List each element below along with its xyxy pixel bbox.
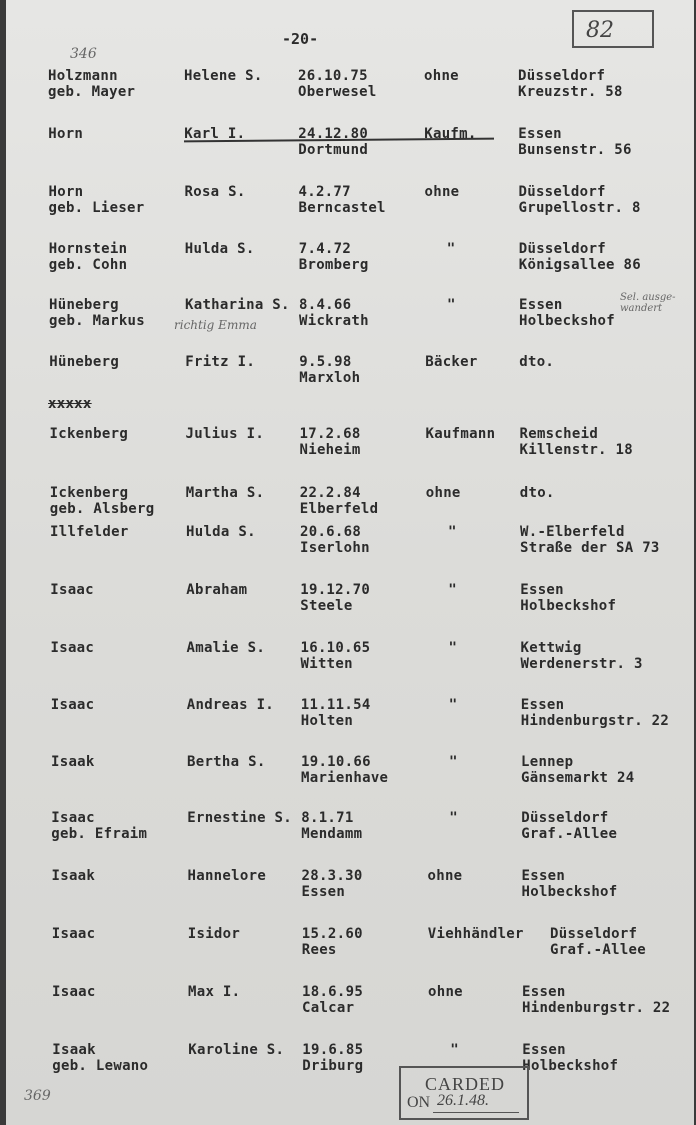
entry-given: Julius I. (185, 426, 265, 442)
entry-surname2: geb. Mayer (48, 84, 136, 100)
entry-date: 7.4.72 (298, 241, 352, 257)
entry-city: Düsseldorf (518, 68, 606, 84)
folio-number-box: 82 (572, 10, 654, 48)
entry-city: W.-Elberfeld (520, 524, 625, 540)
handwritten-number-bottom: 369 (24, 1088, 51, 1104)
entry-street: Hindenburgstr. 22 (522, 1000, 671, 1016)
entry-place: Holten (300, 713, 354, 729)
entry-date: 22.2.84 (299, 485, 361, 501)
entry-surname: Horn (48, 184, 84, 200)
entry-city: Essen (519, 297, 563, 313)
entry-occupation: ohne (425, 485, 461, 501)
entry-occupation: " (448, 697, 458, 713)
entry-occupation: " (446, 241, 456, 257)
entry-surname: Isaac (51, 926, 96, 942)
entry-occupation: " (448, 582, 457, 598)
entry-surname: Isaac (51, 810, 95, 826)
page-number: -20- (282, 30, 319, 48)
entry-surname2: geb. Cohn (48, 257, 128, 273)
entry-surname: Isaac (50, 582, 94, 598)
entry-date: 15.2.60 (301, 926, 363, 942)
handwritten-correction: richtig Emma (174, 318, 257, 332)
entry-surname2: geb. Markus (49, 313, 146, 329)
entry-place: Wickrath (299, 313, 369, 329)
entry-city: Essen (522, 1042, 566, 1058)
entry-city: dto. (519, 354, 555, 370)
entry-city: Essen (520, 697, 565, 713)
entry-occupation: Viehhändler (427, 926, 524, 942)
entry-surname: Illfelder (50, 524, 129, 540)
entry-given: Bertha S. (187, 754, 266, 770)
entry-date: 11.11.54 (300, 697, 371, 713)
entry-street: Holbeckshof (522, 1058, 619, 1074)
entry-city: Essen (518, 126, 562, 142)
entry-place: Oberwesel (298, 84, 377, 100)
entry-given: Rosa S. (184, 184, 246, 200)
carded-stamp (399, 1066, 529, 1120)
entry-given: Karoline S. (188, 1042, 285, 1058)
entry-surname: Isaak (51, 868, 96, 884)
entry-street: Hindenburgstr. 22 (520, 713, 670, 729)
entry-city: Düsseldorf (518, 241, 607, 257)
entry-given: Abraham (186, 582, 248, 598)
entry-date: 17.2.68 (299, 426, 361, 442)
entry-place: Rees (301, 942, 337, 958)
entry-surname2: geb. Lieser (48, 200, 145, 216)
entry-occupation: " (449, 754, 458, 770)
entry-occupation: " (449, 810, 458, 826)
stamp-date: 26.1.48. (437, 1092, 489, 1109)
entry-street: Graf.-Allee (521, 826, 618, 842)
entry-given: Hulda S. (184, 241, 255, 257)
entry-street: Holbeckshof (520, 598, 617, 614)
entry-occupation: Kaufmann (425, 426, 496, 442)
entry-date: 8.1.71 (301, 810, 354, 826)
stamp-underline (433, 1112, 519, 1113)
entry-date: 8.4.66 (299, 297, 352, 313)
entry-given: Katharina S. (185, 297, 290, 313)
entry-street: Holbeckshof (519, 313, 616, 329)
entry-surname: Hüneberg (49, 297, 119, 313)
entry-given: Ernestine S. (187, 810, 292, 826)
entry-given: Helene S. (184, 68, 263, 84)
entry-surname2: geb. Lewano (52, 1058, 149, 1074)
entry-date: 26.10.75 (298, 68, 368, 84)
entry-place: Iserlohn (300, 540, 370, 556)
entry-occupation: " (450, 1042, 459, 1058)
entry-occupation: ohne (427, 868, 463, 884)
entry-street: Werdenerstr. 3 (520, 656, 643, 672)
entry-place: Marienhave (301, 770, 389, 786)
entry-date: 24.12.80 (298, 126, 369, 142)
entry-street: Königsallee 86 (518, 257, 641, 273)
entry-street: Gänsemarkt 24 (521, 770, 635, 786)
entry-given: Isidor (187, 926, 241, 942)
document-page (6, 0, 694, 1125)
entry-date: 4.2.77 (298, 184, 351, 200)
entry-given: Fritz I. (185, 354, 256, 370)
entry-place: Marxloh (299, 370, 361, 386)
entry-place: Elberfeld (299, 501, 379, 517)
entry-city: Remscheid (519, 426, 599, 442)
entry-given: Max I. (188, 984, 241, 1000)
entry-occupation: Bäcker (425, 354, 478, 370)
entry-surname: Hüneberg (49, 354, 120, 370)
entry-city: Düsseldorf (550, 926, 638, 942)
entry-city: Düsseldorf (518, 184, 606, 200)
entry-surname: Isaak (52, 1042, 96, 1058)
entry-given: Hannelore (187, 868, 267, 884)
entry-street: Bunsenstr. 56 (518, 142, 632, 158)
entry-place: Mendamm (301, 826, 363, 842)
stamp-on: ON (407, 1094, 431, 1111)
entry-place: Dortmund (298, 142, 369, 158)
entry-occupation: " (448, 640, 458, 656)
entry-surname: Isaac (50, 640, 95, 656)
entry-city: Essen (522, 984, 566, 1000)
entry-city: Düsseldorf (521, 810, 609, 826)
entry-surname: Ickenberg (49, 485, 129, 501)
entry-street: Kreuzstr. 58 (518, 84, 623, 100)
entry-date: 18.6.95 (302, 984, 364, 1000)
entry-surname2: geb. Efraim (51, 826, 148, 842)
entry-given: Karl I. (184, 126, 246, 142)
handwritten-number-top: 346 (70, 46, 97, 62)
entry-city: dto. (519, 485, 555, 501)
entry-street: Graf.-Allee (550, 942, 647, 958)
entry-surname: Isaac (52, 984, 96, 1000)
entry-date: 19.6.85 (302, 1042, 364, 1058)
entry-given: Martha S. (185, 485, 265, 501)
entry-place: Berncastel (298, 200, 386, 216)
stamp-label: CARDED (425, 1074, 506, 1094)
entry-date: 19.12.70 (300, 582, 371, 598)
entry-place: Steele (300, 598, 353, 614)
struck-out-text: xxxxx (48, 396, 92, 412)
entry-city: Essen (520, 582, 564, 598)
entry-occupation: " (448, 524, 457, 540)
entry-surname2: geb. Alsberg (49, 501, 155, 517)
entry-street: Killenstr. 18 (519, 442, 633, 458)
entry-city: Kettwig (520, 640, 582, 656)
entry-surname: Ickenberg (49, 426, 129, 442)
entry-city: Lennep (521, 754, 574, 770)
entry-surname: Hornstein (48, 241, 128, 257)
entry-date: 9.5.98 (299, 354, 352, 370)
entry-city: Essen (521, 868, 566, 884)
entry-occupation: " (447, 297, 456, 313)
entry-surname: Holzmann (48, 68, 118, 84)
entry-place: Nieheim (299, 442, 361, 458)
entry-given: Amalie S. (186, 640, 266, 656)
entry-surname: Horn (48, 126, 84, 142)
entry-given: Hulda S. (186, 524, 256, 540)
entry-occupation: Kaufm. (424, 126, 477, 142)
entry-date: 16.10.65 (300, 640, 371, 656)
entry-surname: Isaak (51, 754, 95, 770)
entry-occupation: ohne (428, 984, 463, 1000)
entry-date: 28.3.30 (301, 868, 363, 884)
entry-place: Calcar (302, 1000, 355, 1016)
entry-place: Witten (300, 656, 353, 672)
handwritten-side-note: Sel. ausge-wandert (620, 292, 676, 314)
entry-street: Grupellostr. 8 (518, 200, 641, 216)
entry-place: Bromberg (298, 257, 369, 273)
entry-occupation: ohne (424, 68, 459, 84)
entry-occupation: ohne (424, 184, 460, 200)
entry-place: Driburg (302, 1058, 364, 1074)
entry-date: 20.6.68 (300, 524, 362, 540)
entry-street: Straße der SA 73 (520, 540, 660, 556)
entry-street: Holbeckshof (521, 884, 618, 900)
entry-given: Andreas I. (186, 697, 275, 713)
entry-date: 19.10.66 (301, 754, 371, 770)
entry-place: Essen (301, 884, 346, 900)
entry-surname: Isaac (50, 697, 95, 713)
